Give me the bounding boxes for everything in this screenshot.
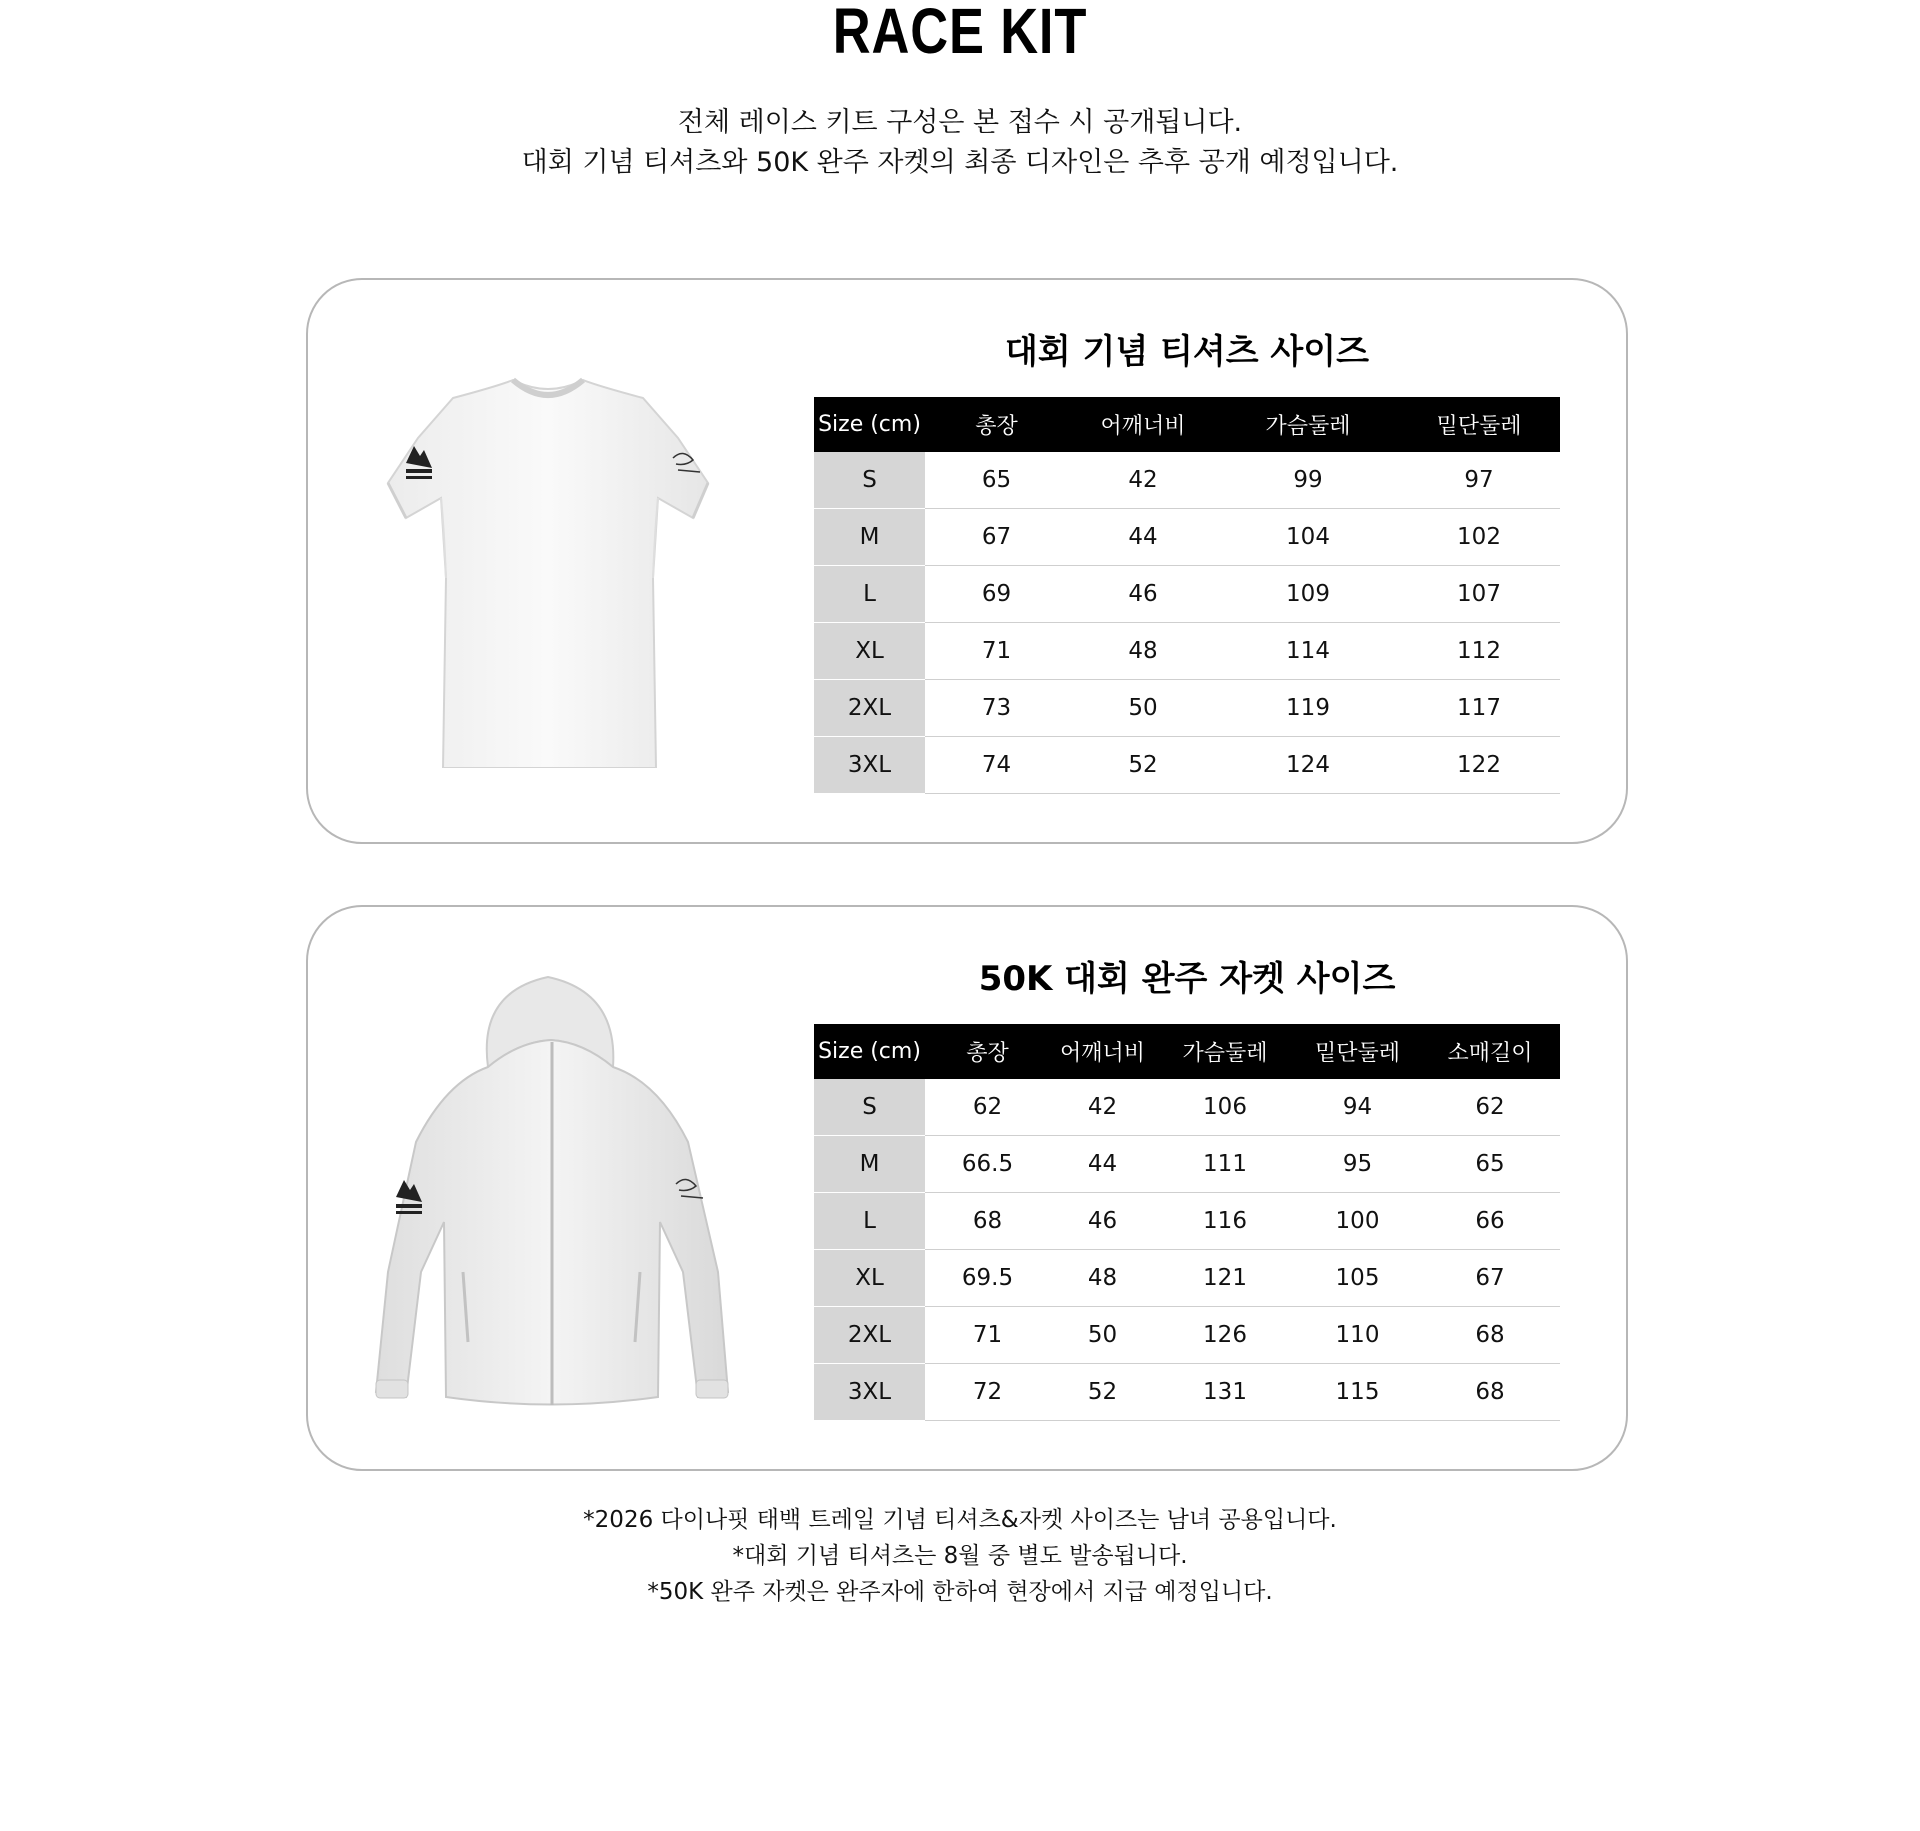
value-cell: 42 [1068,452,1218,509]
column-header: Size (cm) [814,397,925,452]
value-cell: 65 [1420,1136,1560,1193]
size-cell: 3XL [814,1364,925,1421]
table-row [814,623,1560,680]
value-cell: 71 [925,623,1068,680]
value-cell: 131 [1155,1364,1295,1421]
value-cell: 62 [925,1079,1050,1136]
value-cell: 102 [1398,509,1560,566]
tshirt-table-title: 대회 기념 티셔츠 사이즈 [1005,332,1369,372]
table-row [814,1079,1560,1136]
value-cell: 69.5 [925,1250,1050,1307]
column-header: Size (cm) [814,1024,925,1079]
size-cell: S [814,452,925,509]
value-cell: 124 [1218,737,1398,794]
value-cell: 126 [1155,1307,1295,1364]
size-cell: 3XL [814,737,925,794]
value-cell: 115 [1295,1364,1420,1421]
size-cell: M [814,1136,925,1193]
value-cell: 48 [1050,1250,1155,1307]
table-row [814,680,1560,737]
value-cell: 42 [1050,1079,1155,1136]
value-cell: 67 [1420,1250,1560,1307]
value-cell: 68 [1420,1307,1560,1364]
footnotes [0,1502,1920,1610]
value-cell: 52 [1050,1364,1155,1421]
value-cell: 65 [925,452,1068,509]
value-cell: 67 [925,509,1068,566]
size-cell: S [814,1079,925,1136]
table-row [814,1193,1560,1250]
column-header: 가슴둘레 [1218,397,1398,452]
table-row [814,452,1560,509]
value-cell: 52 [1068,737,1218,794]
value-cell: 112 [1398,623,1560,680]
column-header: 총장 [925,397,1068,452]
value-cell: 72 [925,1364,1050,1421]
table-row [814,566,1560,623]
jacket-table-title: 50K 대회 완주 자켓 사이즈 [978,959,1396,999]
value-cell: 66 [1420,1193,1560,1250]
value-cell: 117 [1398,680,1560,737]
value-cell: 99 [1218,452,1398,509]
table-header-row [814,397,1560,452]
jacket-size-table [814,1024,1560,1421]
value-cell: 44 [1050,1136,1155,1193]
value-cell: 97 [1398,452,1560,509]
value-cell: 122 [1398,737,1560,794]
value-cell: 48 [1068,623,1218,680]
intro-line: 대회 기념 티셔츠와 50K 완주 자켓의 최종 디자인은 추후 공개 예정입니다. [521,147,1399,178]
page-title: RACE KIT [832,0,1088,67]
size-cell: 2XL [814,680,925,737]
value-cell: 119 [1218,680,1398,737]
size-cell: M [814,509,925,566]
footnote: *50K 완주 자켓은 완주자에 한하여 현장에서 지급 예정입니다. [647,1579,1273,1605]
value-cell: 100 [1295,1193,1420,1250]
size-cell: L [814,1193,925,1250]
table-row [814,509,1560,566]
footnote: *대회 기념 티셔츠는 8월 중 별도 발송됩니다. [732,1543,1188,1569]
table-row [814,737,1560,794]
value-cell: 69 [925,566,1068,623]
column-header: 어깨너비 [1050,1024,1155,1079]
value-cell: 71 [925,1307,1050,1364]
value-cell: 95 [1295,1136,1420,1193]
jacket-icon [368,972,738,1417]
column-header: 소매길이 [1420,1024,1560,1079]
tshirt-icon [348,368,748,768]
size-cell: 2XL [814,1307,925,1364]
value-cell: 62 [1420,1079,1560,1136]
value-cell: 110 [1295,1307,1420,1364]
table-row [814,1136,1560,1193]
value-cell: 107 [1398,566,1560,623]
value-cell: 46 [1050,1193,1155,1250]
footnote: *2026 다이나핏 태백 트레일 기념 티셔츠&자켓 사이즈는 남녀 공용입니다. [583,1507,1337,1533]
column-header: 밑단둘레 [1398,397,1560,452]
value-cell: 68 [1420,1364,1560,1421]
size-cell: XL [814,623,925,680]
value-cell: 44 [1068,509,1218,566]
column-header: 어깨너비 [1068,397,1218,452]
value-cell: 66.5 [925,1136,1050,1193]
tshirt-size-table [814,397,1560,794]
column-header: 총장 [925,1024,1050,1079]
value-cell: 121 [1155,1250,1295,1307]
value-cell: 50 [1068,680,1218,737]
value-cell: 46 [1068,566,1218,623]
column-header: 가슴둘레 [1155,1024,1295,1079]
value-cell: 74 [925,737,1068,794]
table-row [814,1364,1560,1421]
value-cell: 109 [1218,566,1398,623]
table-header-row [814,1024,1560,1079]
table-row [814,1250,1560,1307]
value-cell: 50 [1050,1307,1155,1364]
value-cell: 105 [1295,1250,1420,1307]
tshirt-size-panel [306,278,1628,844]
table-row [814,1307,1560,1364]
jacket-size-panel [306,905,1628,1471]
value-cell: 73 [925,680,1068,737]
value-cell: 111 [1155,1136,1295,1193]
size-cell: XL [814,1250,925,1307]
value-cell: 68 [925,1193,1050,1250]
value-cell: 94 [1295,1079,1420,1136]
column-header: 밑단둘레 [1295,1024,1420,1079]
value-cell: 106 [1155,1079,1295,1136]
value-cell: 114 [1218,623,1398,680]
intro-line: 전체 레이스 키트 구성은 본 접수 시 공개됩니다. [677,107,1243,138]
intro-text [0,103,1920,183]
size-cell: L [814,566,925,623]
value-cell: 104 [1218,509,1398,566]
value-cell: 116 [1155,1193,1295,1250]
